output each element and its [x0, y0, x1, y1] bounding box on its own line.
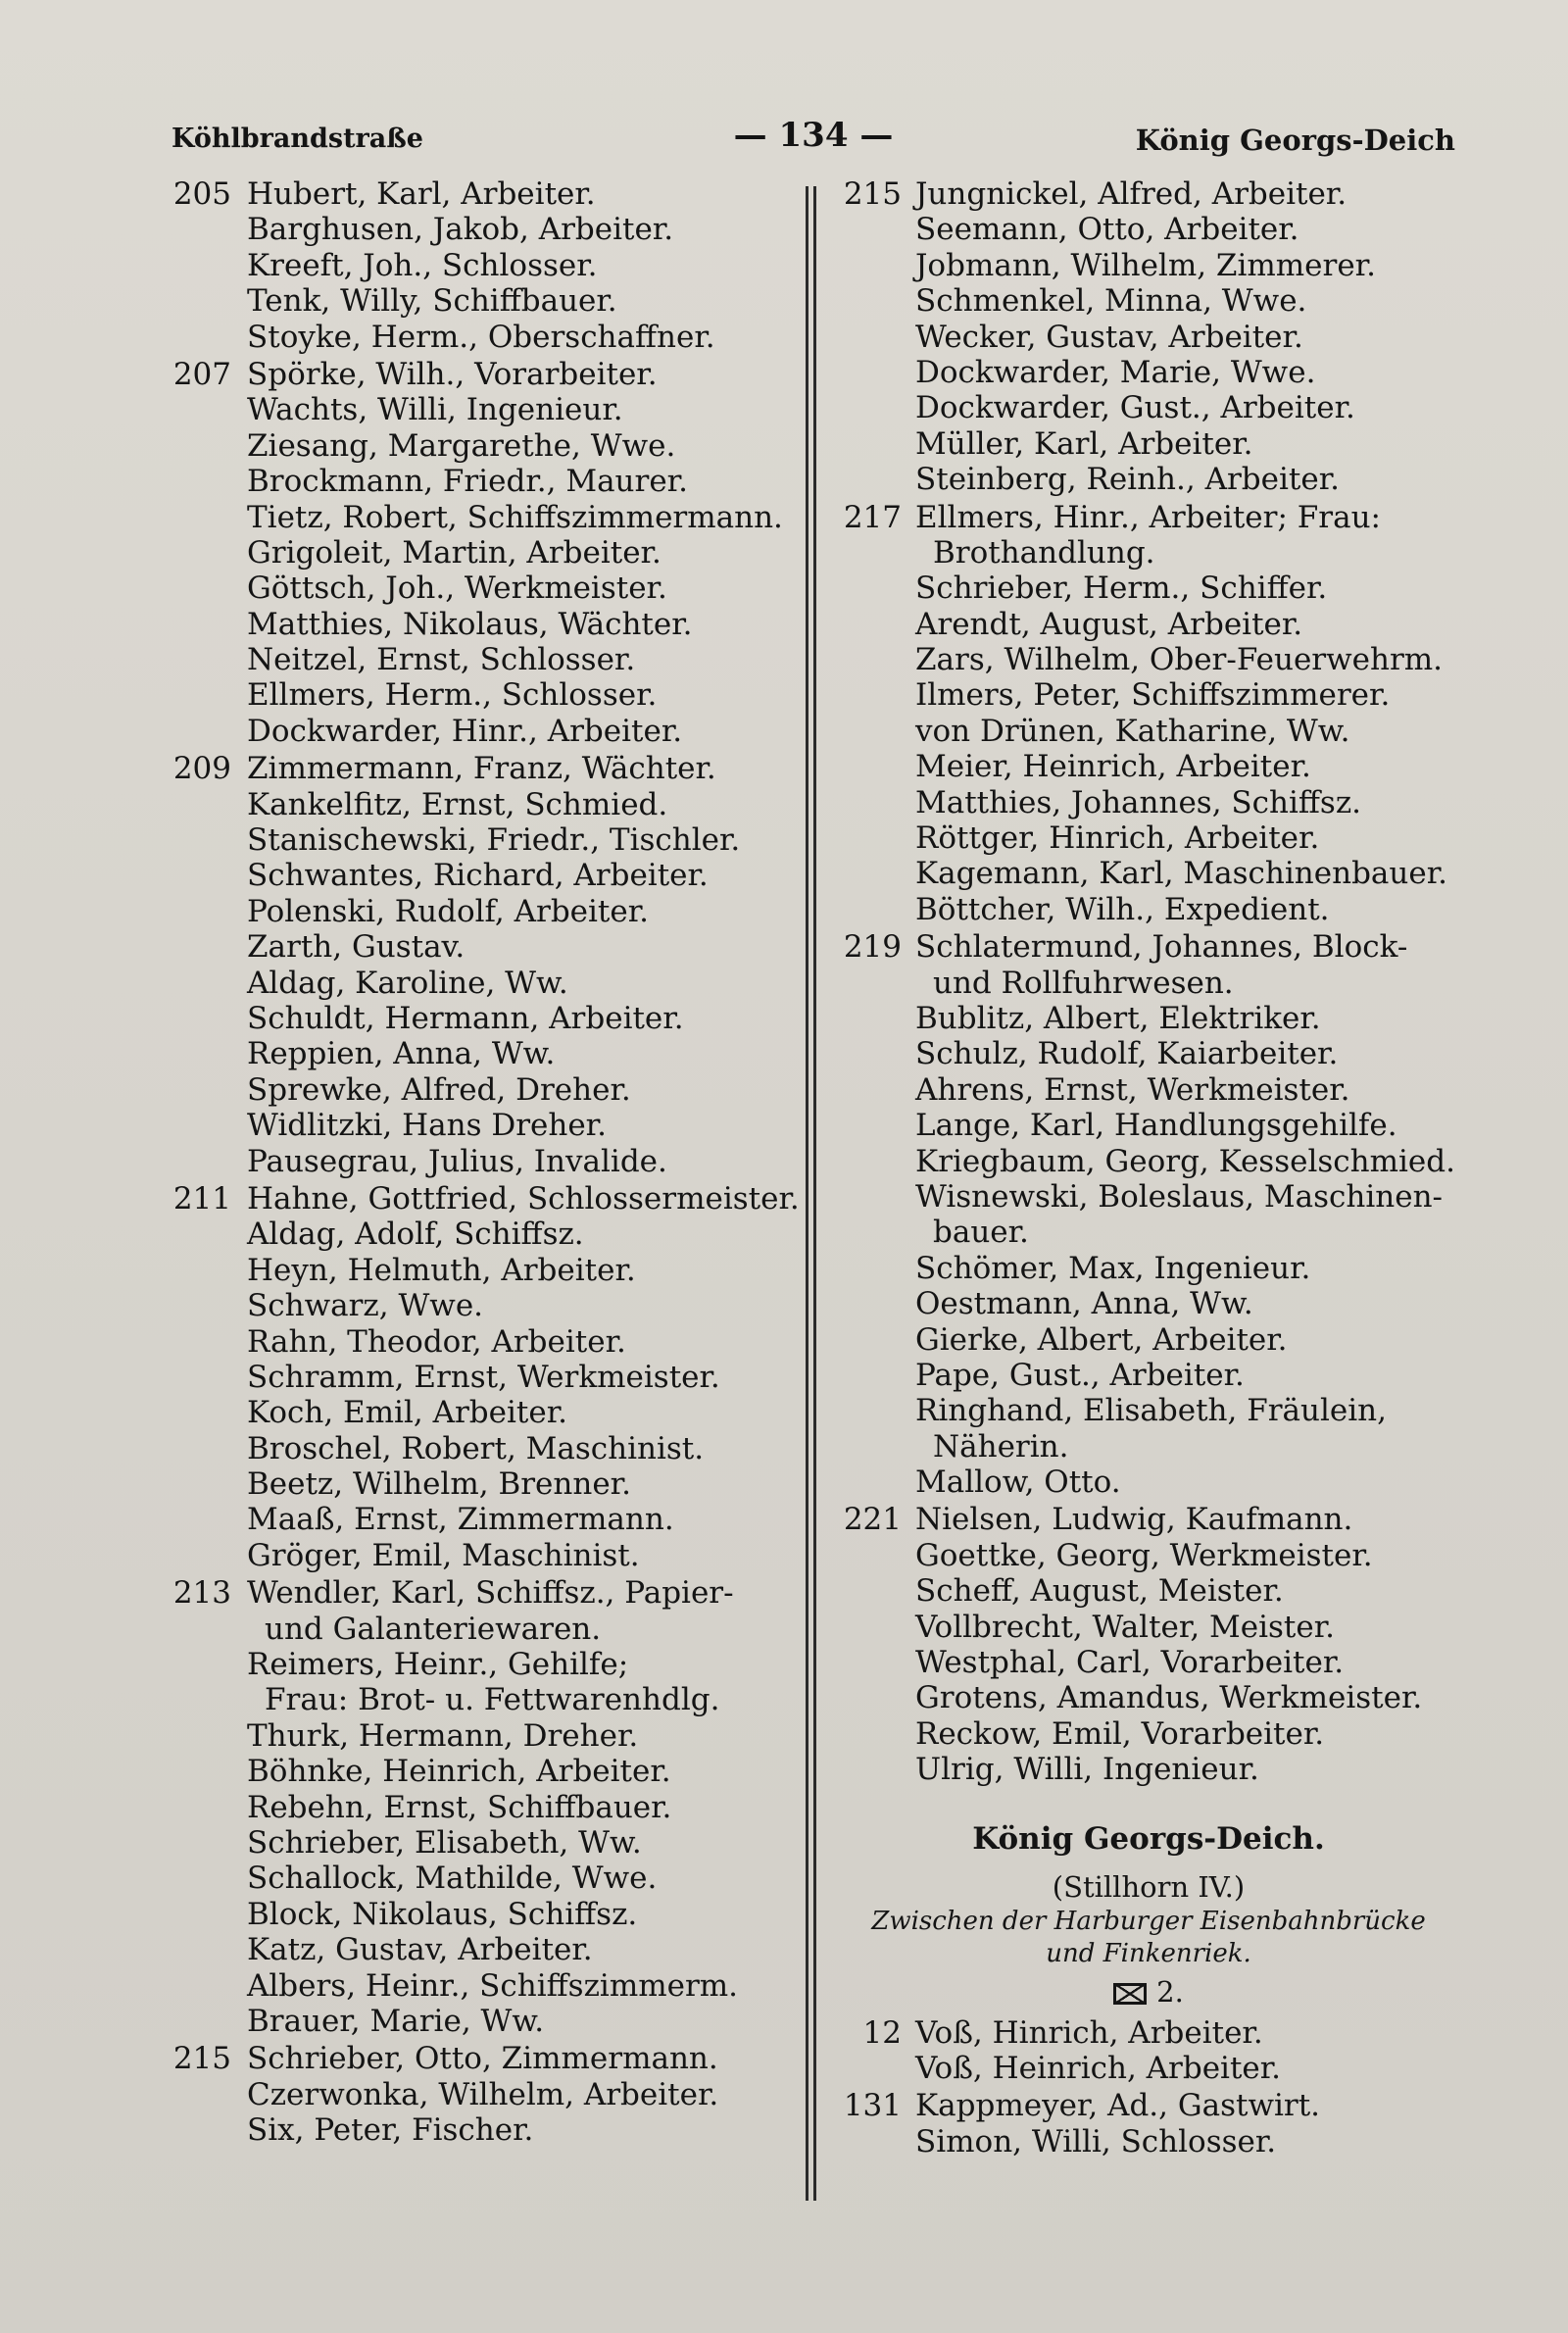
- resident-entry: Schallock, Mathilde, Wwe.: [247, 1861, 658, 1897]
- house-number: 12: [862, 2014, 902, 2051]
- resident-entry: Barghusen, Jakob, Arbeiter.: [247, 212, 674, 248]
- column-divider-right: [813, 186, 816, 2201]
- resident-entry: Kagemann, Karl, Maschinenbauer.: [915, 856, 1447, 892]
- directory-entry: [157, 392, 804, 427]
- directory-entry: [157, 535, 804, 571]
- resident-entry: Göttsch, Joh., Werkmeister.: [247, 571, 667, 607]
- resident-entry: Jobmann, Wilhelm, Zimmerer.: [915, 247, 1376, 283]
- directory-entry: [157, 1932, 804, 1967]
- directory-entry: [825, 1322, 1472, 1358]
- directory-entry: [157, 1216, 804, 1252]
- resident-entry: Koch, Emil, Arbeiter.: [247, 1395, 567, 1431]
- resident-entry: Wachts, Willi, Ingenieur.: [247, 392, 623, 428]
- directory-entry: [157, 320, 804, 355]
- directory-entry: [825, 2088, 1472, 2123]
- resident-entry: Pausegrau, Julius, Invalide.: [247, 1143, 667, 1179]
- resident-entry: Reppien, Anna, Ww.: [247, 1036, 556, 1072]
- section-heading: [825, 1810, 1472, 2013]
- resident-entry: Reckow, Emil, Vorarbeiter.: [915, 1715, 1325, 1752]
- directory-entry: [825, 1251, 1472, 1286]
- directory-entry: [157, 822, 804, 858]
- directory-entry: [825, 355, 1472, 390]
- directory-entry: [157, 1181, 804, 1216]
- directory-entry: [825, 1286, 1472, 1321]
- resident-entry: Dockwarder, Gust., Arbeiter.: [915, 390, 1355, 426]
- resident-entry: Ilmers, Peter, Schiffszimmerer.: [915, 677, 1391, 714]
- resident-entry: Seemann, Otto, Arbeiter.: [915, 212, 1299, 248]
- house-number: 213: [172, 1575, 231, 1612]
- directory-entry: [157, 1718, 804, 1754]
- directory-entry: [157, 929, 804, 965]
- resident-entry: Schrieber, Otto, Zimmermann.: [247, 2041, 718, 2077]
- resident-entry: Rahn, Theodor, Arbeiter.: [247, 1323, 626, 1360]
- resident-entry: Steinberg, Reinh., Arbeiter.: [915, 462, 1340, 498]
- resident-entry: Müller, Karl, Arbeiter.: [915, 425, 1253, 462]
- resident-entry: Grotens, Amandus, Werkmeister.: [915, 1680, 1423, 1716]
- directory-entry: [157, 1036, 804, 1071]
- directory-entry: [825, 248, 1472, 283]
- resident-entry: Rebehn, Ernst, Schiffbauer.: [247, 1789, 672, 1825]
- directory-entry: [157, 1288, 804, 1323]
- resident-entry: Schrieber, Herm., Schiffer.: [915, 571, 1328, 607]
- header-street-right: König Georgs-Deich: [1135, 124, 1455, 157]
- resident-entry: Voß, Heinrich, Arbeiter.: [915, 2050, 1282, 2086]
- directory-entry: [825, 1716, 1472, 1752]
- header-street-left: Köhlbrandstraße: [172, 124, 423, 154]
- directory-entry: [825, 1072, 1472, 1108]
- directory-entry: [157, 1253, 804, 1288]
- resident-entry: Thurk, Hermann, Dreher.: [247, 1717, 639, 1754]
- resident-entry: Arendt, August, Arbeiter.: [915, 606, 1303, 642]
- directory-entry: [157, 357, 804, 392]
- resident-entry: Stoyke, Herm., Oberschaffner.: [247, 319, 715, 355]
- resident-entry: Reimers, Heinr., Gehilfe;: [247, 1647, 629, 1683]
- resident-entry: Schwantes, Richard, Arbeiter.: [247, 858, 709, 894]
- directory-entry: [157, 248, 804, 283]
- directory-entry: [825, 1538, 1472, 1573]
- directory-entry: [825, 1358, 1472, 1393]
- resident-entry: Schuldt, Hermann, Arbeiter.: [247, 1000, 684, 1036]
- directory-entry: [825, 714, 1472, 749]
- directory-entry: [157, 1466, 804, 1502]
- resident-entry: Brauer, Marie, Ww.: [247, 2003, 545, 2039]
- section-subtitle: (Stillhorn IV.): [1052, 1869, 1246, 1904]
- resident-entry: Tietz, Robert, Schiffszimmermann.: [247, 499, 783, 535]
- house-number: 205: [172, 176, 231, 212]
- resident-entry: Voß, Hinrich, Arbeiter.: [915, 2014, 1263, 2051]
- resident-entry: Kreeft, Joh., Schlosser.: [247, 247, 598, 283]
- directory-entry: [825, 176, 1472, 212]
- directory-entry: [157, 894, 804, 929]
- resident-entry: Dockwarder, Marie, Wwe.: [915, 354, 1316, 390]
- resident-entry: Kankelfitz, Ernst, Schmied.: [247, 786, 668, 822]
- directory-entry: [825, 500, 1472, 535]
- directory-entry: [157, 714, 804, 749]
- directory-entry: [825, 642, 1472, 677]
- resident-entry: Oestmann, Anna, Ww.: [915, 1286, 1253, 1322]
- directory-entry: [157, 2077, 804, 2112]
- right-column-entries: [825, 176, 1472, 1788]
- postal-district-number: 2.: [1156, 1974, 1184, 2009]
- resident-entry: Schömer, Max, Ingenieur.: [915, 1250, 1311, 1286]
- section-description-line-2: und Finkenriek.: [1046, 1938, 1251, 1968]
- resident-entry: Beetz, Wilhelm, Brenner.: [247, 1466, 631, 1503]
- resident-entry: Ziesang, Margarethe, Wwe.: [247, 427, 676, 464]
- directory-entry: [825, 2015, 1472, 2051]
- directory-entry: [825, 320, 1472, 355]
- resident-entry: Tenk, Willy, Schiffbauer.: [247, 283, 617, 320]
- house-number: 131: [843, 2088, 902, 2124]
- resident-entry: Dockwarder, Hinr., Arbeiter.: [247, 713, 683, 749]
- resident-entry: und Rollfuhrwesen.: [933, 965, 1234, 1001]
- resident-entry: Westphal, Carl, Vorarbeiter.: [915, 1645, 1345, 1681]
- resident-entry: Polenski, Rudolf, Arbeiter.: [247, 893, 649, 929]
- directory-entry: [825, 283, 1472, 319]
- resident-entry: Böttcher, Wilh., Expedient.: [915, 891, 1330, 927]
- directory-entry: [157, 1108, 804, 1143]
- directory-entry: [157, 1825, 804, 1861]
- resident-entry: Bublitz, Albert, Elektriker.: [915, 1000, 1321, 1036]
- resident-entry: Gröger, Emil, Maschinist.: [247, 1537, 640, 1573]
- directory-entry: [157, 283, 804, 319]
- house-number: 215: [172, 2041, 231, 2077]
- resident-entry: Czerwonka, Wilhelm, Arbeiter.: [247, 2076, 719, 2112]
- resident-entry: Kriegbaum, Georg, Kesselschmied.: [915, 1143, 1455, 1179]
- resident-entry: Lange, Karl, Handlungsgehilfe.: [915, 1108, 1397, 1144]
- resident-entry: Simon, Willi, Schlosser.: [915, 2123, 1277, 2159]
- resident-entry: Hahne, Gottfried, Schlossermeister.: [247, 1180, 800, 1216]
- section-description-line-1: Zwischen der Harburger Eisenbahnbrücke: [871, 1906, 1426, 1936]
- directory-entry: [825, 607, 1472, 642]
- resident-entry: Maaß, Ernst, Zimmermann.: [247, 1502, 674, 1538]
- house-number: 219: [843, 929, 902, 966]
- directory-entry: [825, 426, 1472, 462]
- resident-entry: bauer.: [933, 1215, 1029, 1251]
- directory-entry: [157, 1395, 804, 1430]
- directory-entry: [825, 571, 1472, 606]
- resident-entry: Zars, Wilhelm, Ober-Feuerwehrm.: [915, 642, 1444, 678]
- directory-entry: [157, 966, 804, 1001]
- directory-entry: [825, 2124, 1472, 2159]
- resident-entry: Frau: Brot- u. Fettwarenhdlg.: [265, 1682, 720, 1718]
- resident-entry: Zimmermann, Franz, Wächter.: [247, 751, 716, 787]
- directory-entry: [157, 1431, 804, 1466]
- directory-entry: [825, 1215, 1472, 1250]
- directory-entry: [825, 1036, 1472, 1071]
- directory-entry: [157, 1538, 804, 1573]
- resident-entry: Goettke, Georg, Werkmeister.: [915, 1537, 1373, 1573]
- section-entries: [825, 2015, 1472, 2160]
- directory-entry: [157, 751, 804, 786]
- directory-entry: [157, 677, 804, 713]
- resident-entry: Wendler, Karl, Schiffsz., Papier-: [247, 1575, 734, 1612]
- postal-district: [825, 1970, 1472, 2013]
- directory-entry: [825, 535, 1472, 571]
- directory-entry: [825, 820, 1472, 856]
- house-number: 209: [172, 751, 231, 787]
- resident-entry: Aldag, Adolf, Schiffsz.: [247, 1216, 584, 1253]
- resident-entry: Ellmers, Herm., Schlosser.: [247, 677, 658, 714]
- directory-entry: [825, 1502, 1472, 1537]
- resident-entry: Schwarz, Wwe.: [247, 1288, 484, 1324]
- resident-entry: Spörke, Wilh., Vorarbeiter.: [247, 356, 658, 392]
- directory-entry: [825, 2051, 1472, 2086]
- house-number: 221: [843, 1502, 902, 1538]
- resident-entry: Heyn, Helmuth, Arbeiter.: [247, 1252, 636, 1288]
- directory-entry: [157, 500, 804, 535]
- directory-entry: [825, 1464, 1472, 1500]
- directory-entry: [157, 2041, 804, 2076]
- directory-entry: [825, 856, 1472, 891]
- resident-entry: Röttger, Hinrich, Arbeiter.: [915, 820, 1320, 857]
- envelope-icon: [1113, 1983, 1147, 2005]
- resident-entry: Scheff, August, Meister.: [915, 1573, 1284, 1610]
- resident-entry: Vollbrecht, Walter, Meister.: [915, 1609, 1336, 1645]
- resident-entry: Nielsen, Ludwig, Kaufmann.: [915, 1502, 1353, 1538]
- directory-entry: [157, 1001, 804, 1036]
- directory-entry: [157, 1324, 804, 1360]
- resident-entry: Schmenkel, Minna, Wwe.: [915, 283, 1307, 320]
- resident-entry: Grigoleit, Martin, Arbeiter.: [247, 534, 662, 571]
- directory-entry: [157, 858, 804, 893]
- directory-entry: [157, 1754, 804, 1789]
- resident-entry: Wisnewski, Boleslaus, Maschinen-: [915, 1178, 1444, 1215]
- resident-entry: Widlitzki, Hans Dreher.: [247, 1108, 607, 1144]
- resident-entry: Meier, Heinrich, Arbeiter.: [915, 749, 1311, 785]
- house-number: 207: [172, 356, 231, 392]
- directory-entry: [825, 1001, 1472, 1036]
- directory-entry: [157, 607, 804, 642]
- resident-entry: Albers, Heinr., Schiffszimmerm.: [247, 1967, 739, 2004]
- directory-entry: [825, 1645, 1472, 1680]
- directory-entry: [157, 1072, 804, 1108]
- resident-entry: Böhnke, Heinrich, Arbeiter.: [247, 1754, 671, 1790]
- directory-entry: [157, 1968, 804, 2004]
- resident-entry: und Galanteriewaren.: [265, 1611, 602, 1647]
- directory-entry: [825, 1108, 1472, 1143]
- resident-entry: Brothandlung.: [933, 534, 1155, 571]
- resident-entry: Kappmeyer, Ad., Gastwirt.: [915, 2088, 1321, 2124]
- resident-entry: Sprewke, Alfred, Dreher.: [247, 1071, 631, 1108]
- directory-entry: [825, 1179, 1472, 1215]
- directory-entry: [157, 176, 804, 212]
- resident-entry: Wecker, Gustav, Arbeiter.: [915, 319, 1303, 355]
- directory-entry: [157, 1360, 804, 1395]
- resident-entry: Hubert, Karl, Arbeiter.: [247, 176, 596, 212]
- directory-entry: [157, 642, 804, 677]
- resident-entry: von Drünen, Katharine, Ww.: [915, 713, 1350, 749]
- directory-entry: [157, 1647, 804, 1682]
- directory-entry: [825, 785, 1472, 820]
- resident-entry: Aldag, Karoline, Ww.: [247, 965, 568, 1001]
- directory-entry: [157, 787, 804, 822]
- directory-entry: [825, 212, 1472, 247]
- resident-entry: Ulrig, Willi, Ingenieur.: [915, 1752, 1259, 1788]
- directory-entry: [157, 1612, 804, 1647]
- directory-entry: [825, 677, 1472, 713]
- resident-entry: Broschel, Robert, Maschinist.: [247, 1430, 705, 1466]
- resident-entry: Mallow, Otto.: [915, 1464, 1121, 1501]
- directory-entry: [157, 464, 804, 499]
- resident-entry: Matthies, Nikolaus, Wächter.: [247, 606, 693, 642]
- resident-entry: Zarth, Gustav.: [247, 929, 466, 966]
- directory-entry: [825, 1393, 1472, 1428]
- directory-entry: [825, 892, 1472, 927]
- directory-entry: [157, 1861, 804, 1896]
- directory-entry: [157, 212, 804, 247]
- directory-entry: [825, 749, 1472, 784]
- resident-entry: Brockmann, Friedr., Maurer.: [247, 464, 688, 500]
- directory-entry: [825, 390, 1472, 425]
- directory-entry: [825, 1680, 1472, 1715]
- house-number: 211: [172, 1180, 231, 1216]
- column-divider-left: [806, 186, 808, 2201]
- resident-entry: Six, Peter, Fischer.: [247, 2112, 534, 2149]
- resident-entry: Ahrens, Ernst, Werkmeister.: [915, 1071, 1350, 1108]
- directory-entry: [825, 1752, 1472, 1787]
- resident-entry: Katz, Gustav, Arbeiter.: [247, 1932, 593, 1968]
- house-number: 217: [843, 499, 902, 535]
- directory-entry: [157, 1790, 804, 1825]
- house-number: 215: [843, 176, 902, 212]
- section-title: König Georgs-Deich.: [972, 1820, 1325, 1857]
- resident-entry: Schulz, Rudolf, Kaiarbeiter.: [915, 1036, 1339, 1072]
- resident-entry: Gierke, Albert, Arbeiter.: [915, 1321, 1288, 1358]
- resident-entry: Pape, Gust., Arbeiter.: [915, 1357, 1245, 1393]
- directory-entry: [825, 1429, 1472, 1464]
- directory-entry: [157, 428, 804, 464]
- directory-entry: [825, 1573, 1472, 1609]
- page-number: — 134 —: [733, 116, 894, 155]
- page-header: [172, 116, 1455, 165]
- right-column: [825, 174, 1472, 2159]
- resident-entry: Neitzel, Ernst, Schlosser.: [247, 642, 636, 678]
- resident-entry: Jungnickel, Alfred, Arbeiter.: [915, 176, 1348, 212]
- resident-entry: Ringhand, Elisabeth, Fräulein,: [915, 1393, 1387, 1429]
- directory-entry: [157, 2004, 804, 2039]
- resident-entry: Stanischewski, Friedr., Tischler.: [247, 822, 741, 859]
- resident-entry: Schlatermund, Johannes, Block-: [915, 929, 1408, 966]
- directory-entry: [157, 571, 804, 606]
- directory-entry: [825, 966, 1472, 1001]
- directory-entry: [157, 1575, 804, 1611]
- directory-entry: [157, 1682, 804, 1717]
- directory-entry: [157, 1897, 804, 1932]
- resident-entry: Matthies, Johannes, Schiffsz.: [915, 784, 1362, 820]
- resident-entry: Schrieber, Elisabeth, Ww.: [247, 1824, 642, 1861]
- resident-entry: Ellmers, Hinr., Arbeiter; Frau:: [915, 499, 1381, 535]
- directory-entry: [157, 1144, 804, 1179]
- directory-entry: [825, 929, 1472, 965]
- directory-entry: [825, 1144, 1472, 1179]
- directory-entry: [157, 2112, 804, 2148]
- resident-entry: Schramm, Ernst, Werkmeister.: [247, 1359, 720, 1395]
- directory-entry: [825, 462, 1472, 497]
- resident-entry: Näherin.: [933, 1428, 1069, 1464]
- left-column: [157, 174, 804, 2148]
- resident-entry: Block, Nikolaus, Schiffsz.: [247, 1896, 638, 1932]
- directory-entry: [157, 1502, 804, 1537]
- directory-entry: [825, 1610, 1472, 1645]
